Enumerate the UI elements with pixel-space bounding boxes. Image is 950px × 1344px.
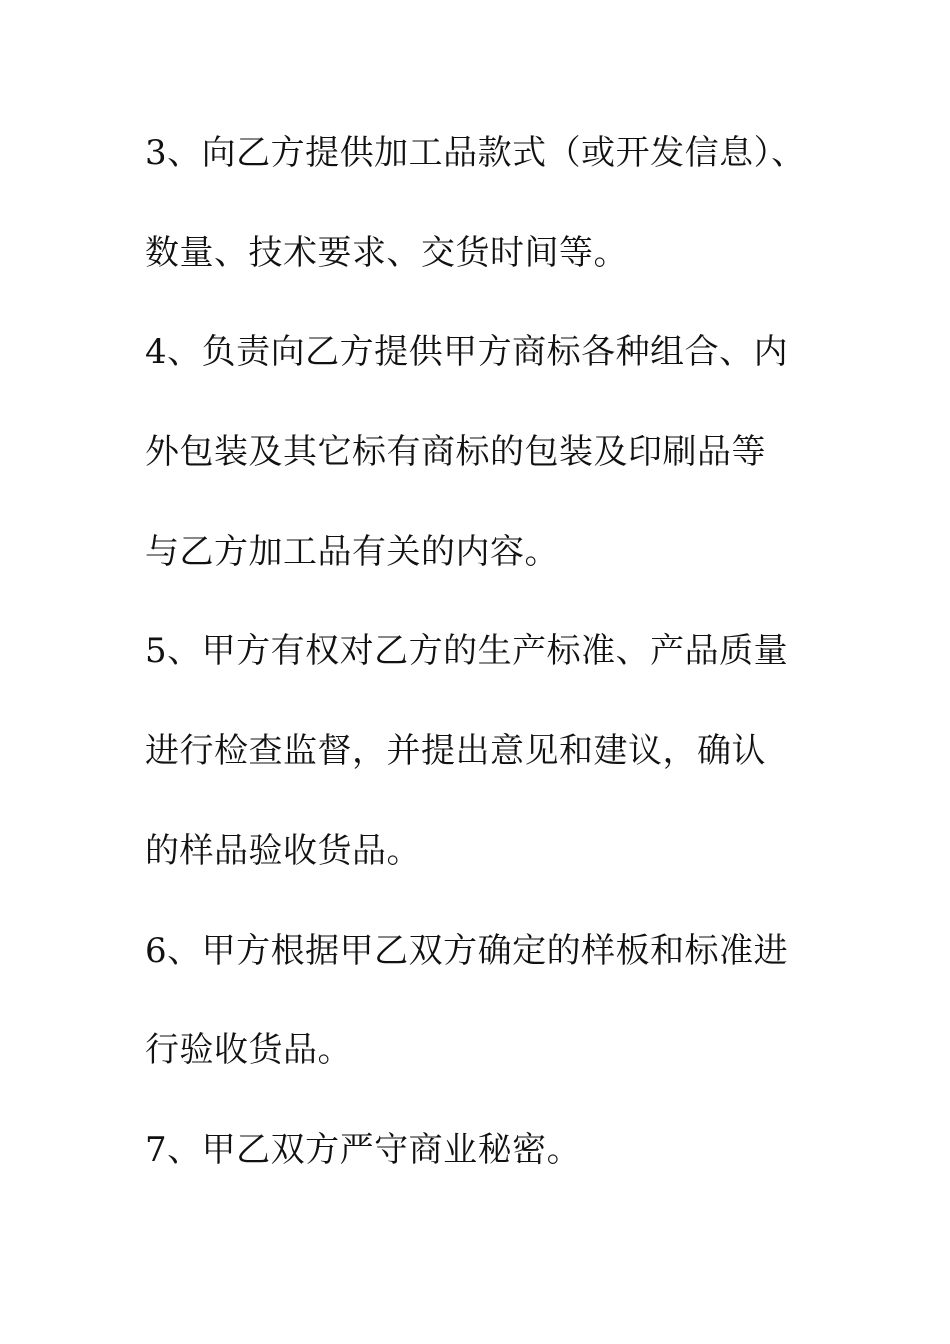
document-body — [145, 123, 845, 1220]
clause-4-line-3: 与乙方加工品有关的内容。 — [145, 531, 559, 572]
clause-4-line-2: 外包装及其它标有商标的包装及印刷品等 — [145, 432, 766, 473]
clause-6-line-2: 行验收货品。 — [145, 1030, 352, 1071]
clause-7-line-1: 7、甲乙双方严守商业秘密。 — [145, 1129, 582, 1170]
clause-5-line-2: 进行检查监督，并提出意见和建议，确认 — [145, 731, 766, 772]
clause-5-line-3: 的样品验收货品。 — [145, 830, 421, 871]
clause-3-line-2: 数量、技术要求、交货时间等。 — [145, 232, 628, 273]
clause-3-line-1: 3、向乙方提供加工品款式（或开发信息）、 — [145, 133, 806, 173]
clause-4-line-1: 4、负责向乙方提供甲方商标各种组合、内 — [145, 332, 789, 373]
clause-6-line-1: 6、甲方根据甲乙双方确定的样板和标准进 — [145, 930, 789, 971]
clause-5-line-1: 5、甲方有权对乙方的生产标准、产品质量 — [145, 631, 789, 672]
